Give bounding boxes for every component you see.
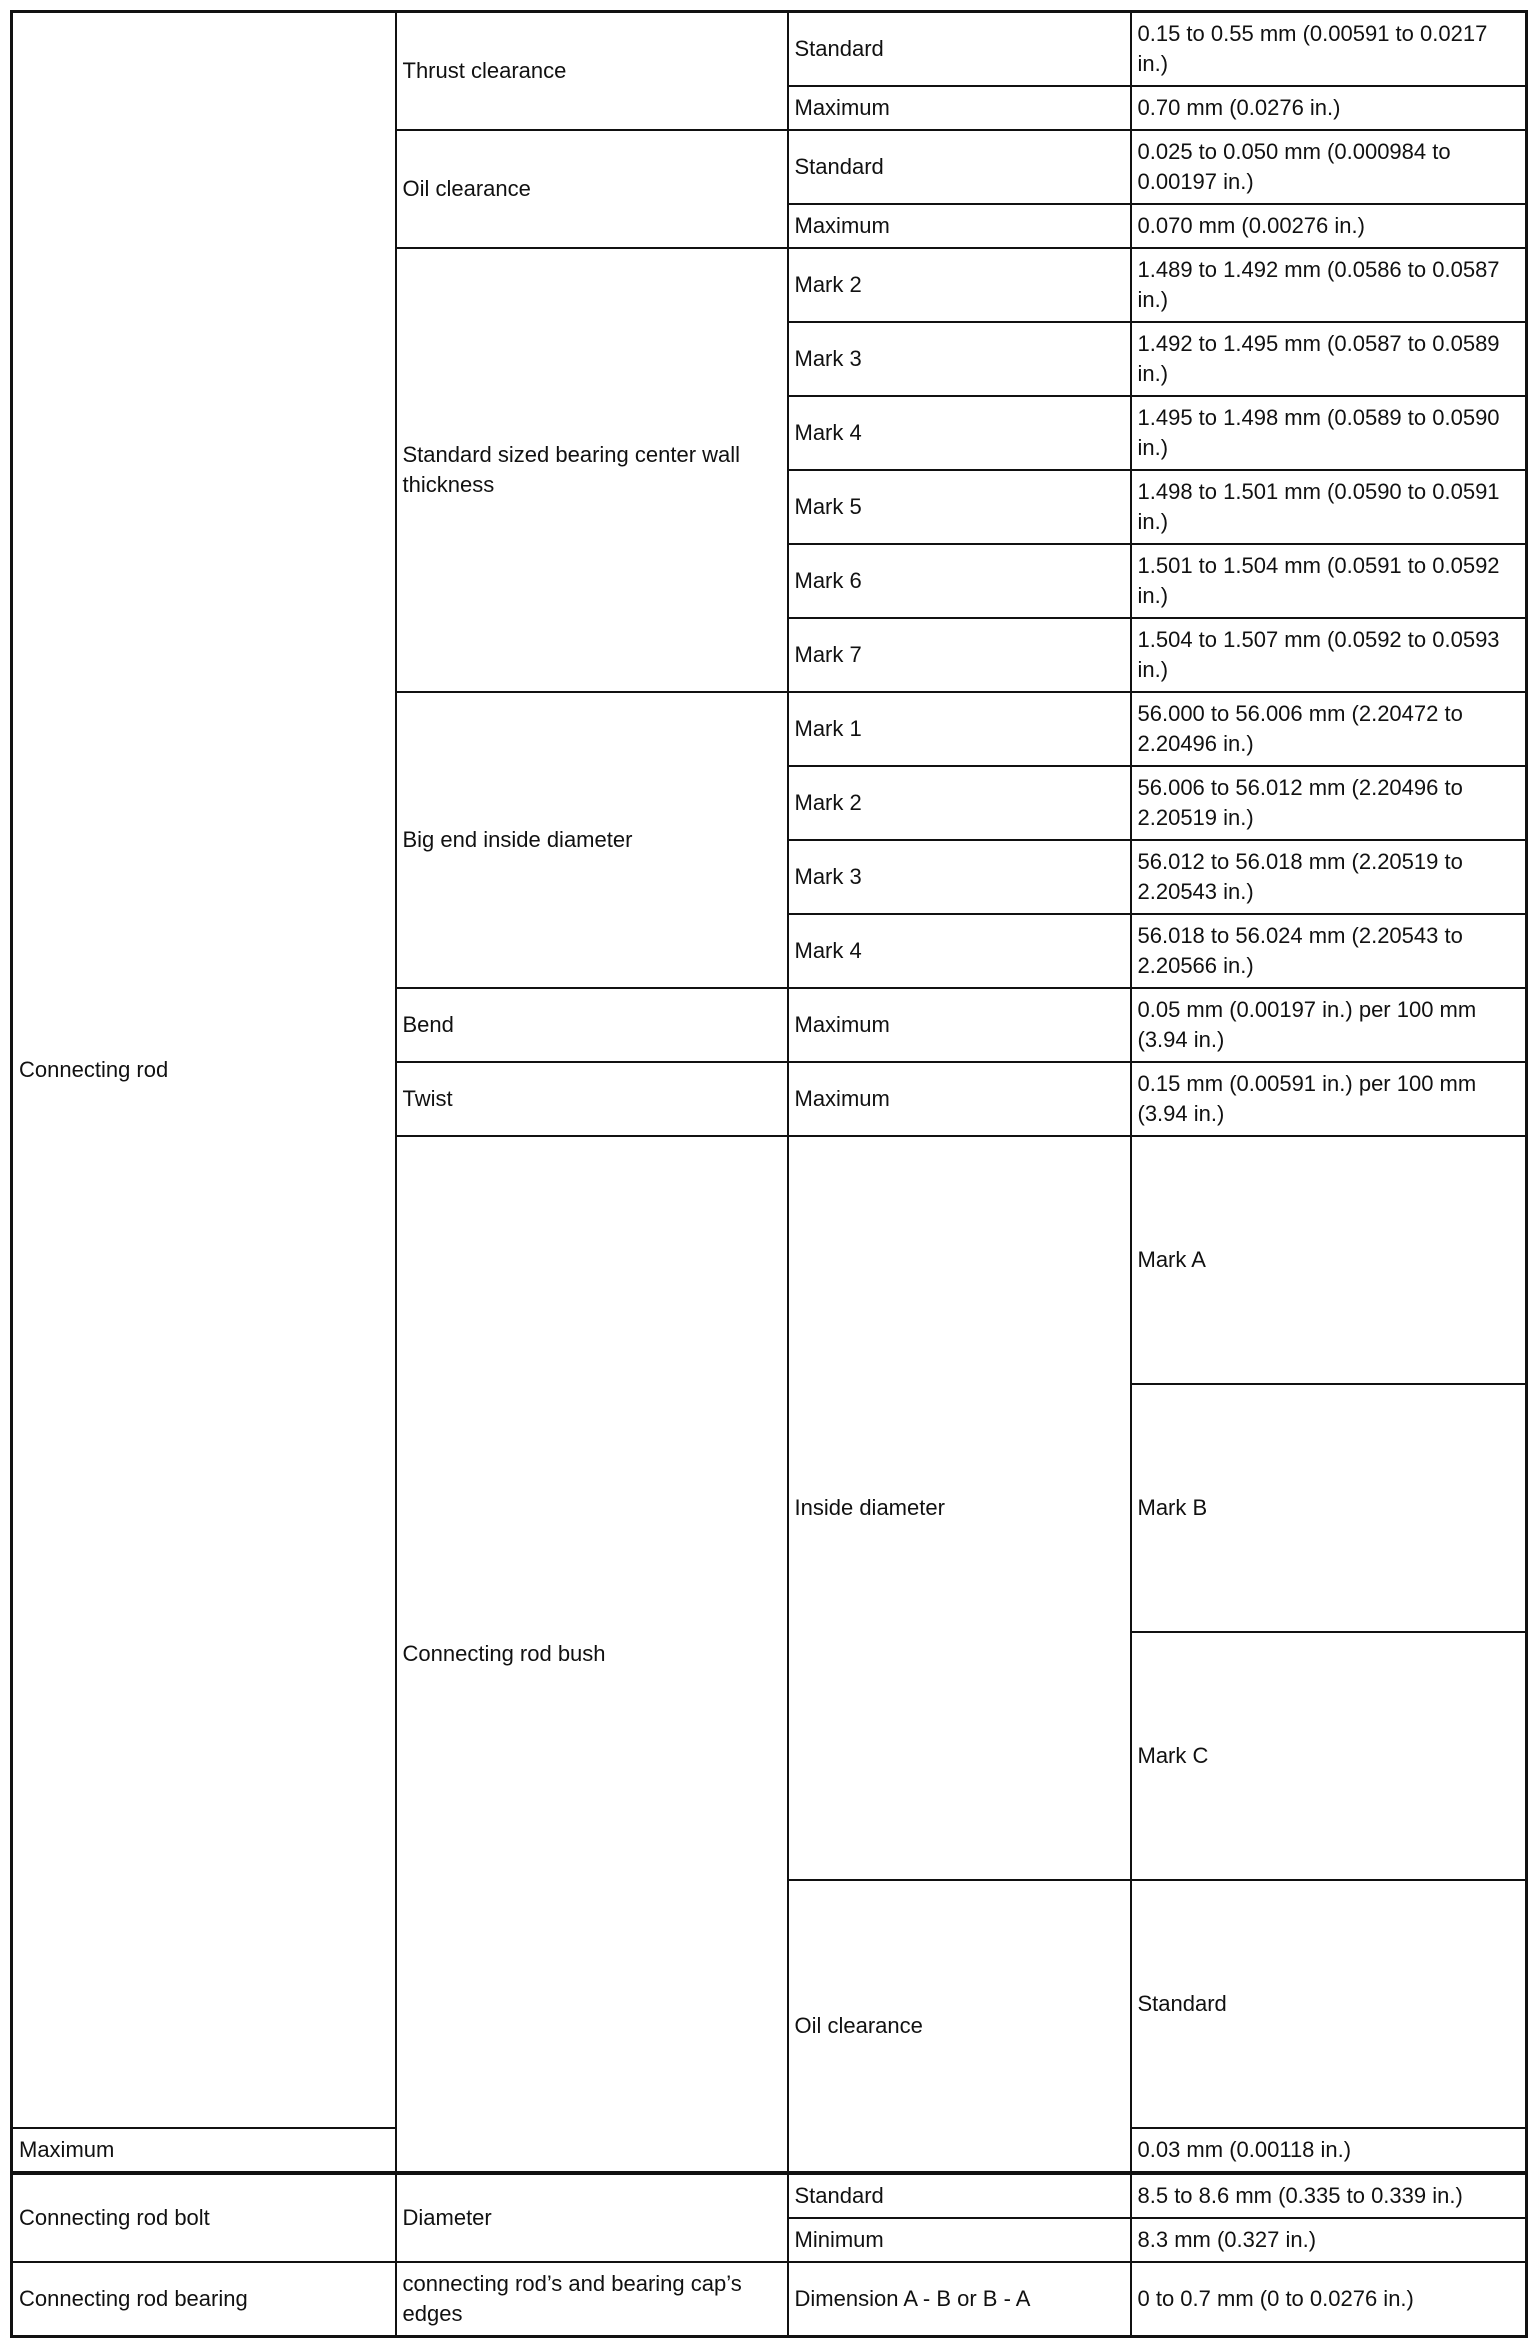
item-cell: Oil clearance	[788, 1880, 1131, 2173]
condition-cell: Minimum	[788, 2218, 1131, 2262]
condition-cell: Maximum	[788, 86, 1131, 130]
specification-cell: 8.5 to 8.6 mm (0.335 to 0.339 in.)	[1131, 2173, 1527, 2218]
condition-cell: Mark A	[1131, 1136, 1527, 1384]
specification-cell: 1.498 to 1.501 mm (0.0590 to 0.0591 in.)	[1131, 470, 1527, 544]
specification-cell: 0.03 mm (0.00118 in.)	[1131, 2128, 1527, 2173]
specification-cell: 0.15 mm (0.00591 in.) per 100 mm (3.94 in.)	[1131, 1062, 1527, 1136]
condition-cell: Mark 3	[788, 322, 1131, 396]
table-row	[12, 2173, 1527, 2218]
specification-cell: 1.495 to 1.498 mm (0.0589 to 0.0590 in.)	[1131, 396, 1527, 470]
item-cell: Diameter	[396, 2173, 788, 2262]
specification-cell: 56.000 to 56.006 mm (2.20472 to 2.20496 in.)	[1131, 692, 1527, 766]
condition-cell: Mark 3	[788, 840, 1131, 914]
spec-table	[10, 10, 1528, 2338]
item-cell: Bend	[396, 988, 788, 1062]
condition-cell: Standard	[788, 130, 1131, 204]
specification-cell: 1.504 to 1.507 mm (0.0592 to 0.0593 in.)	[1131, 618, 1527, 692]
component-cell: Connecting rod bolt	[12, 2173, 396, 2262]
condition-cell: Mark 2	[788, 248, 1131, 322]
specification-cell: 56.006 to 56.012 mm (2.20496 to 2.20519 in.)	[1131, 766, 1527, 840]
condition-cell: Mark C	[1131, 1632, 1527, 1880]
condition-cell: Maximum	[788, 988, 1131, 1062]
specification-cell: 1.489 to 1.492 mm (0.0586 to 0.0587 in.)	[1131, 248, 1527, 322]
component-cell: Connecting rod bush	[396, 1136, 788, 2173]
specification-cell: 1.501 to 1.504 mm (0.0591 to 0.0592 in.)	[1131, 544, 1527, 618]
specification-cell: 56.012 to 56.018 mm (2.20519 to 2.20543 in.)	[1131, 840, 1527, 914]
condition-cell: Maximum	[788, 1062, 1131, 1136]
table-row	[12, 12, 1527, 87]
specification-cell: 8.3 mm (0.327 in.)	[1131, 2218, 1527, 2262]
item-cell: Thrust clearance	[396, 12, 788, 131]
condition-cell: Mark B	[1131, 1384, 1527, 1632]
specification-cell: 0.025 to 0.050 mm (0.000984 to 0.00197 in.)	[1131, 130, 1527, 204]
condition-cell: Standard	[788, 2173, 1131, 2218]
item-cell: connecting rod’s and bearing cap’s edges	[396, 2262, 788, 2337]
spec-table-body	[12, 12, 1527, 2337]
component-cell: Connecting rod	[12, 12, 396, 2129]
component-cell: Connecting rod bearing	[12, 2262, 396, 2337]
condition-cell: Mark 1	[788, 692, 1131, 766]
table-row	[12, 2262, 1527, 2337]
specification-cell: 0.070 mm (0.00276 in.)	[1131, 204, 1527, 248]
specification-cell: 0.05 mm (0.00197 in.) per 100 mm (3.94 in.)	[1131, 988, 1527, 1062]
condition-cell: Mark 5	[788, 470, 1131, 544]
item-cell: Standard sized bearing center wall thickness	[396, 248, 788, 692]
item-cell: Oil clearance	[396, 130, 788, 248]
condition-cell: Mark 4	[788, 914, 1131, 988]
specification-cell: 0.70 mm (0.0276 in.)	[1131, 86, 1527, 130]
condition-cell: Mark 7	[788, 618, 1131, 692]
condition-cell: Mark 4	[788, 396, 1131, 470]
condition-cell: Maximum	[788, 204, 1131, 248]
item-cell: Inside diameter	[788, 1136, 1131, 1880]
condition-cell: Mark 6	[788, 544, 1131, 618]
specification-cell: 0.15 to 0.55 mm (0.00591 to 0.0217 in.)	[1131, 12, 1527, 87]
specification-cell: 1.492 to 1.495 mm (0.0587 to 0.0589 in.)	[1131, 322, 1527, 396]
condition-cell: Standard	[1131, 1880, 1527, 2128]
condition-cell: Standard	[788, 12, 1131, 87]
item-cell: Twist	[396, 1062, 788, 1136]
condition-cell: Dimension A - B or B - A	[788, 2262, 1131, 2337]
condition-cell: Maximum	[12, 2128, 396, 2173]
specification-cell: 56.018 to 56.024 mm (2.20543 to 2.20566 in.)	[1131, 914, 1527, 988]
condition-cell: Mark 2	[788, 766, 1131, 840]
item-cell: Big end inside diameter	[396, 692, 788, 988]
specification-cell: 0 to 0.7 mm (0 to 0.0276 in.)	[1131, 2262, 1527, 2337]
